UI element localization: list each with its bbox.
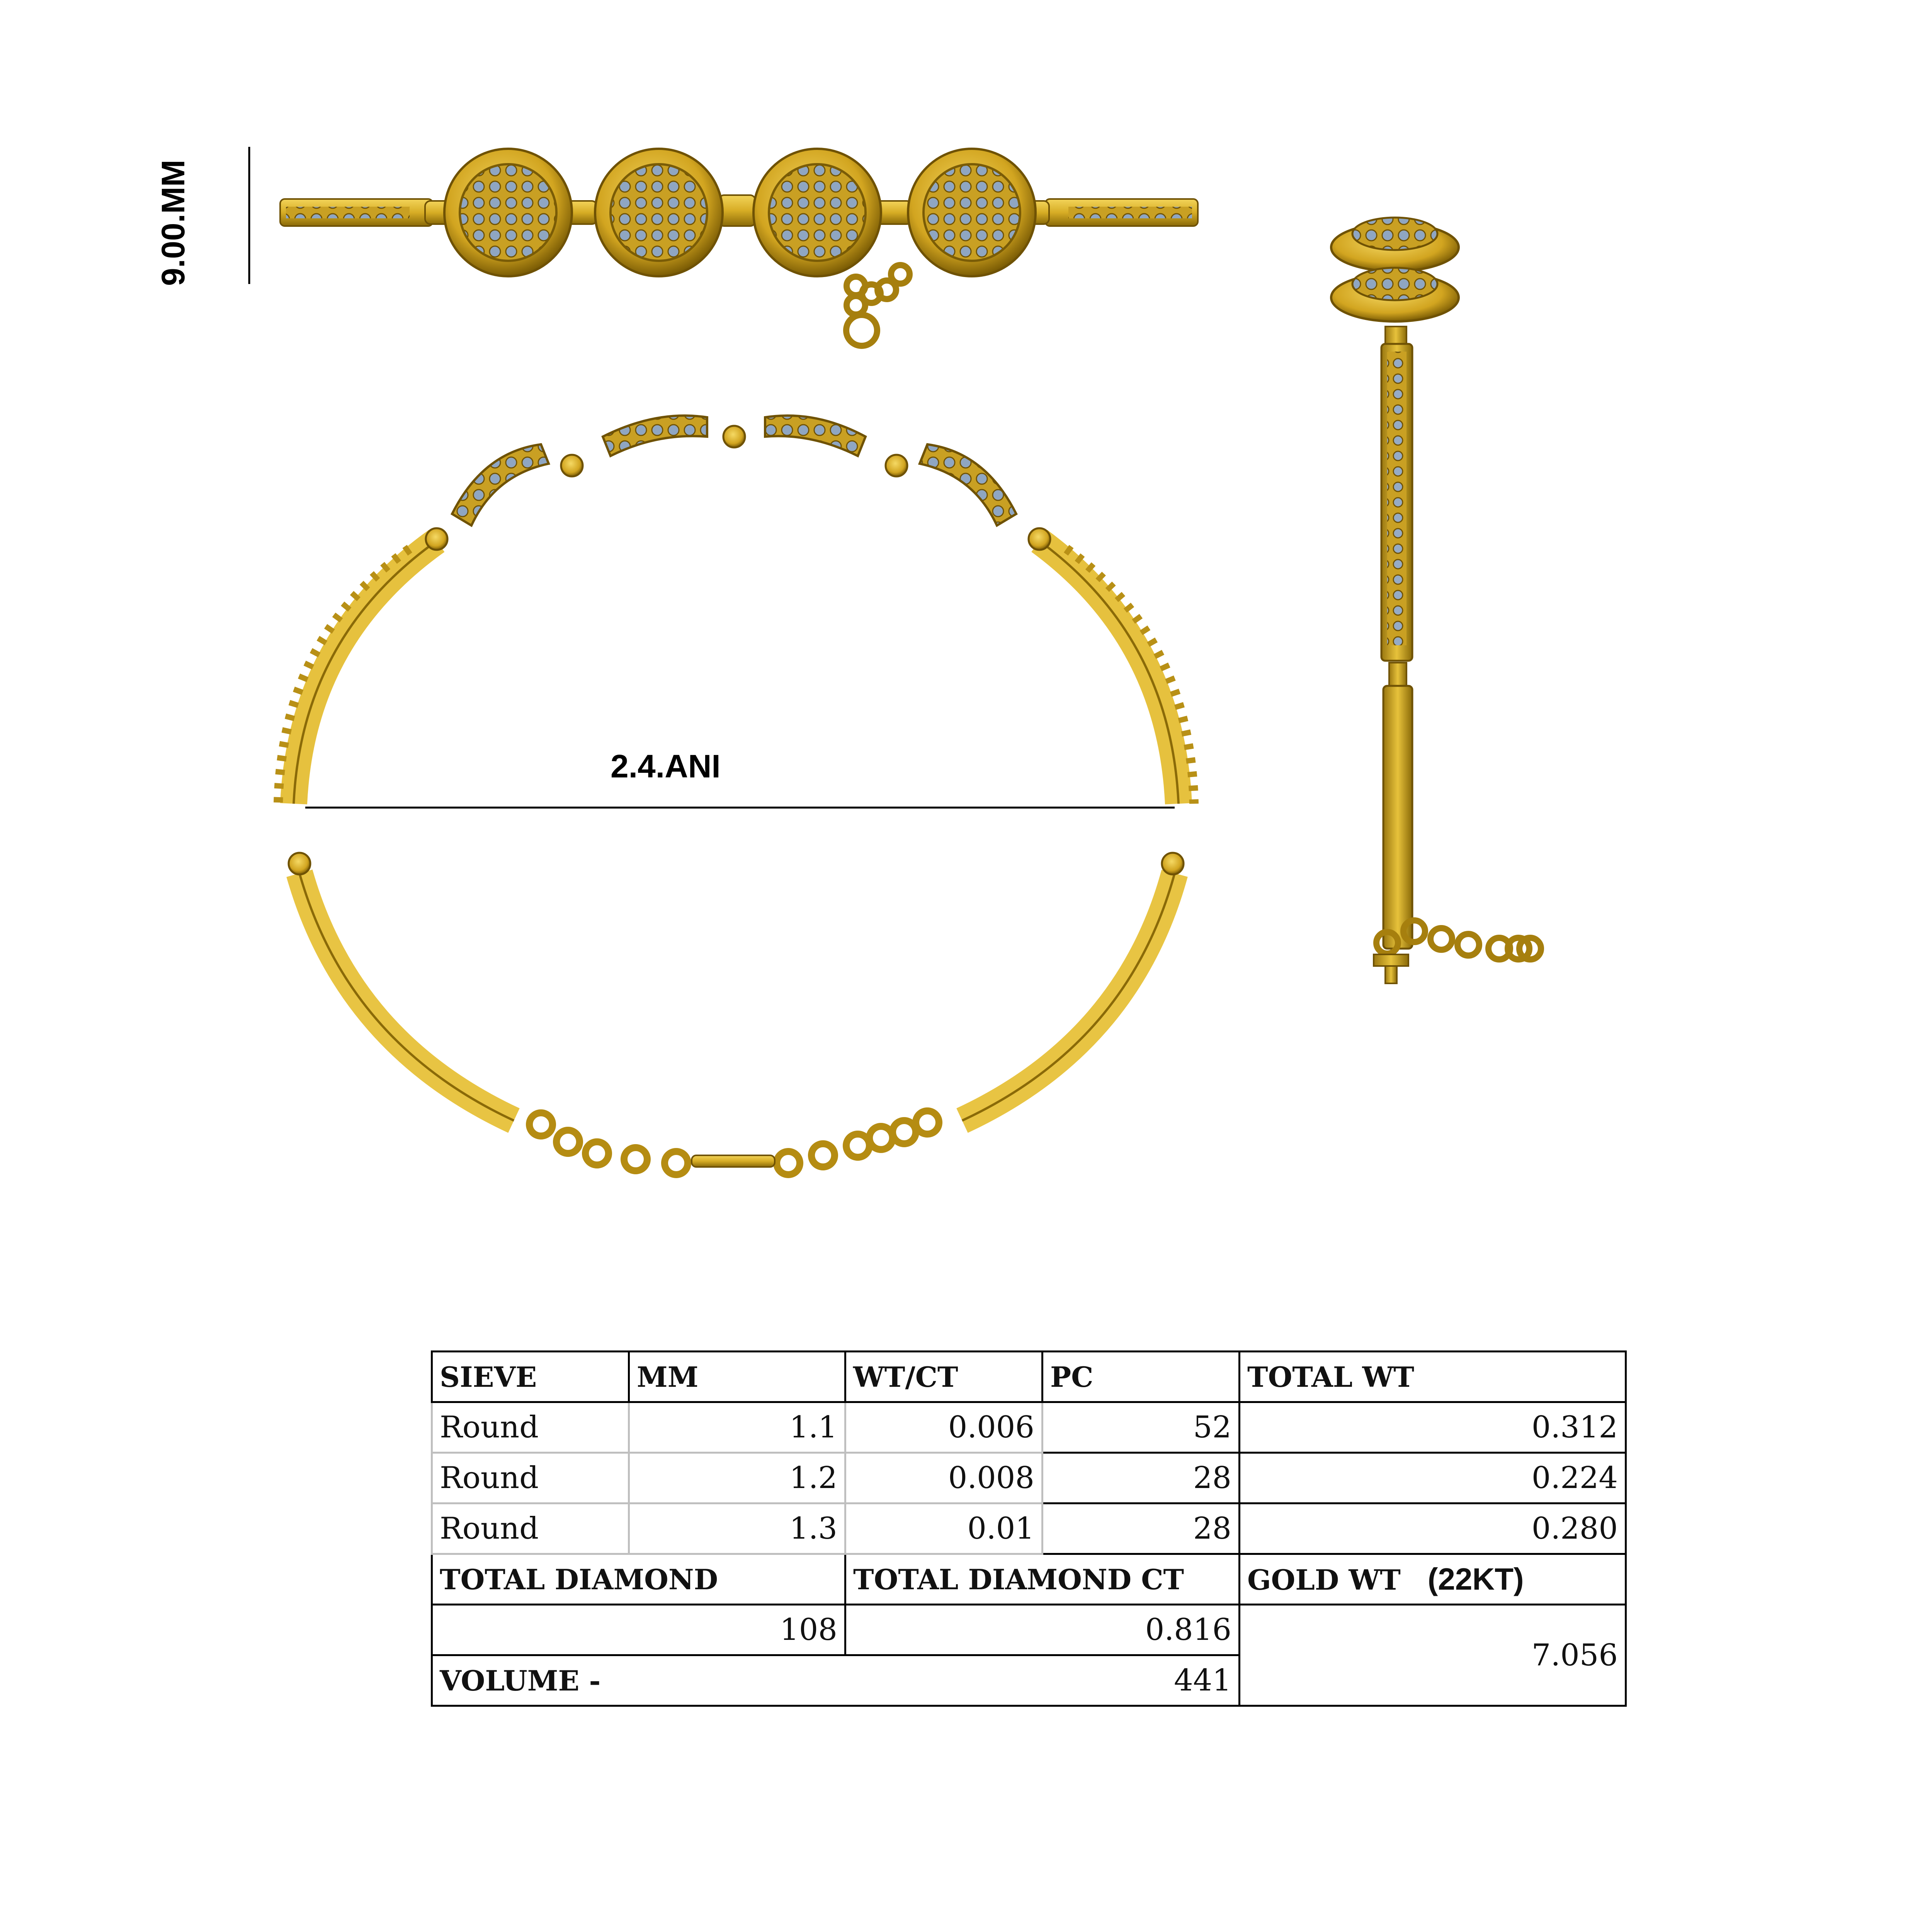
total-diamond-value: 108 bbox=[432, 1605, 845, 1655]
cell-mm: 1.3 bbox=[629, 1503, 845, 1554]
totals-value-row bbox=[432, 1605, 1626, 1655]
side-view bbox=[1331, 218, 1541, 983]
disc-2 bbox=[595, 149, 723, 276]
top-view-chain bbox=[846, 265, 910, 346]
gold-wt-label: GOLD WT bbox=[1247, 1563, 1401, 1596]
header-wt-ct: WT/CT bbox=[845, 1352, 1043, 1402]
top-view bbox=[249, 147, 1198, 346]
volume-label: VOLUME - bbox=[432, 1655, 845, 1706]
table-header-row bbox=[432, 1352, 1626, 1402]
header-total-wt: TOTAL WT bbox=[1240, 1352, 1626, 1402]
cell-wt-ct: 0.006 bbox=[845, 1402, 1043, 1453]
table-row bbox=[432, 1402, 1626, 1453]
total-diamond-ct-label: TOTAL DIAMOND CT bbox=[845, 1554, 1240, 1605]
total-diamond-label: TOTAL DIAMOND bbox=[432, 1554, 845, 1605]
total-diamond-ct-value: 0.816 bbox=[845, 1605, 1240, 1655]
cell-pc: 28 bbox=[1043, 1503, 1240, 1554]
cell-sieve: Round bbox=[432, 1453, 629, 1503]
cell-pc: 52 bbox=[1043, 1402, 1240, 1453]
gold-karat: (22KT) bbox=[1427, 1562, 1524, 1596]
table-row bbox=[432, 1503, 1626, 1554]
cell-wt-ct: 0.01 bbox=[845, 1503, 1043, 1554]
volume-value: 441 bbox=[845, 1655, 1240, 1706]
diamond-spec-table bbox=[431, 1350, 1627, 1707]
disc-1 bbox=[444, 149, 572, 276]
cell-total-wt: 0.312 bbox=[1240, 1402, 1626, 1453]
gold-wt-value: 7.056 bbox=[1240, 1605, 1626, 1706]
cell-pc: 28 bbox=[1043, 1453, 1240, 1503]
right-bar-stones bbox=[1068, 207, 1192, 218]
cell-wt-ct: 0.008 bbox=[845, 1453, 1043, 1503]
diameter-dimension-label: 2.4.ANI bbox=[611, 748, 721, 784]
left-bar-stones bbox=[286, 207, 410, 218]
disc-4 bbox=[908, 149, 1036, 276]
cell-sieve: Round bbox=[432, 1402, 629, 1453]
front-view bbox=[278, 416, 1194, 1175]
totals-label-row bbox=[432, 1554, 1626, 1605]
cell-total-wt: 0.280 bbox=[1240, 1503, 1626, 1554]
header-pc: PC bbox=[1043, 1352, 1240, 1402]
cell-sieve: Round bbox=[432, 1503, 629, 1554]
cell-mm: 1.1 bbox=[629, 1402, 845, 1453]
cell-total-wt: 0.224 bbox=[1240, 1453, 1626, 1503]
height-dimension-label: 9.00.MM bbox=[155, 160, 191, 286]
header-sieve: SIEVE bbox=[432, 1352, 629, 1402]
gold-wt-label-cell bbox=[1240, 1554, 1626, 1605]
header-mm: MM bbox=[629, 1352, 845, 1402]
table-row bbox=[432, 1453, 1626, 1503]
cell-mm: 1.2 bbox=[629, 1453, 845, 1503]
disc-3 bbox=[753, 149, 881, 276]
